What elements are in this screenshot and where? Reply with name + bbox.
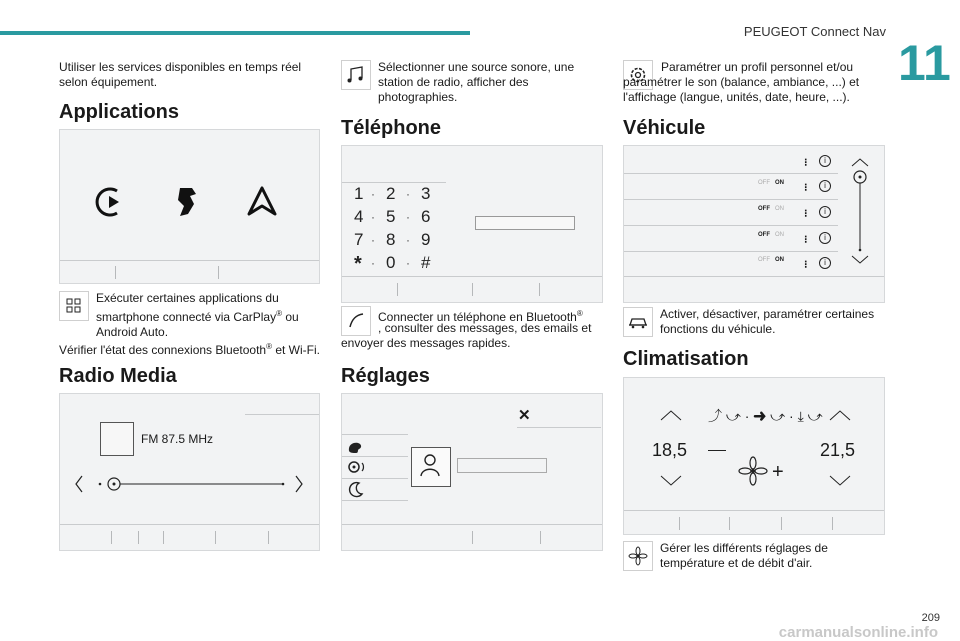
intro-text: Utiliser les services disponibles en temps réel selon équipement. <box>59 60 302 89</box>
toggle-row-1[interactable]: OFF ON <box>758 180 785 186</box>
key-9[interactable]: 9 <box>421 230 431 249</box>
climate-fan-icon <box>623 541 653 571</box>
radio-screen <box>59 393 320 551</box>
key-star[interactable]: * <box>354 253 362 275</box>
applications-desc-2: Vérifier l'état des connexions Bluetooth® et Wi-Fi. <box>59 342 320 357</box>
climatisation-heading: Climatisation <box>623 348 749 370</box>
dial-keypad[interactable]: 1 · 2 · 3 4 · 5 · 6 7 · 8 · 9 * · 0 · # <box>354 184 431 275</box>
key-2[interactable]: 2 <box>386 184 396 203</box>
profile-name-field[interactable] <box>457 458 547 473</box>
climate-screen <box>623 377 885 535</box>
applications-desc-1: Exécuter certaines applications du smartphone connecté via CarPlay® ou Android Auto. <box>96 291 299 339</box>
profile-avatar[interactable] <box>411 447 451 487</box>
temp-left-up-icon[interactable] <box>658 408 684 422</box>
key-8[interactable]: 8 <box>386 230 396 249</box>
key-5[interactable]: 5 <box>386 207 396 226</box>
info-icon[interactable]: i <box>819 206 831 218</box>
key-3[interactable]: 3 <box>421 184 431 203</box>
key-1[interactable]: 1 <box>354 184 364 203</box>
key-hash[interactable]: # <box>421 253 431 272</box>
station-cover <box>100 422 134 456</box>
radio-media-heading: Radio Media <box>59 365 177 387</box>
car-icon <box>623 307 653 337</box>
radio-frequency: FM 87.5 MHz <box>141 432 214 446</box>
palette-icon[interactable] <box>346 439 364 455</box>
phone-desc-2: , consulter des messages, des emails et envoyer des messages rapides. <box>341 321 592 350</box>
info-icon[interactable]: i <box>819 232 831 244</box>
fan-decrease-button[interactable] <box>708 450 726 451</box>
chapter-number: 11 <box>898 35 951 91</box>
radio-tuner-slider[interactable] <box>70 472 315 496</box>
toggle-row-3[interactable]: OFF ON <box>758 232 785 238</box>
key-7[interactable]: 7 <box>354 230 364 249</box>
vehicle-desc: Activer, désactiver, paramétrer certaines fonctions du véhicule. <box>660 307 875 336</box>
climate-desc: Gérer les différents réglages de température et de débit d'air. <box>660 541 828 570</box>
key-0[interactable]: 0 <box>386 253 396 272</box>
toggle-row-4[interactable]: OFF ON <box>758 257 785 263</box>
fan-icon <box>738 456 768 486</box>
sound-desc: Sélectionner une source sonore, une station de radio, afficher des photographies. <box>378 60 575 104</box>
number-entry-field[interactable] <box>475 216 575 230</box>
info-icon[interactable]: i <box>819 180 831 192</box>
settings-heading: Réglages <box>341 365 430 387</box>
phone-desc-1: Connecter un téléphone en Bluetooth® <box>378 309 583 324</box>
night-mode-icon[interactable] <box>347 480 365 498</box>
air-distribution-icons[interactable]: ⤴︎ ⤻ · ➜ ⤻ · ⤓ ⤻ <box>708 408 823 424</box>
applications-screen <box>59 129 320 284</box>
scrollbar[interactable] <box>846 156 874 268</box>
fan-increase-button[interactable]: + <box>772 461 784 483</box>
music-note-icon <box>341 60 371 90</box>
apps-grid-icon <box>59 291 89 321</box>
telephone-heading: Téléphone <box>341 117 442 139</box>
android-auto-icon <box>245 184 279 218</box>
key-6[interactable]: 6 <box>421 207 431 226</box>
peugeot-lion-icon <box>170 184 204 220</box>
page-number: 209 <box>921 612 940 624</box>
vehicle-heading: Véhicule <box>623 117 706 139</box>
profile-desc: Paramétrer un profil personnel et/ou paramétrer le son (balance, ambiance, ...) et l'affichage (langue, unités, date, heure, ...). <box>623 60 860 104</box>
temp-left: 18,5 <box>652 440 688 460</box>
toggle-row-2[interactable]: OFF ON <box>758 206 785 212</box>
header-accent-bar <box>0 31 470 35</box>
temp-left-down-icon[interactable] <box>658 474 684 488</box>
watermark: carmanualsonline.info <box>778 624 938 641</box>
vehicle-screen: ⁝ i OFF ON ⁝ i OFF ON ⁝ i OFF ON ⁝ i OFF ON ⁝ i <box>623 145 885 303</box>
info-icon[interactable]: i <box>819 257 831 269</box>
key-4[interactable]: 4 <box>354 207 364 226</box>
settings-screen <box>341 393 603 551</box>
applications-heading: Applications <box>59 101 180 123</box>
close-icon[interactable]: ✕ <box>518 407 531 424</box>
telephone-screen <box>341 145 603 303</box>
header-title: PEUGEOT Connect Nav <box>743 24 886 39</box>
info-icon[interactable]: i <box>819 155 831 167</box>
temp-right-up-icon[interactable] <box>827 408 853 422</box>
temp-right: 21,5 <box>820 440 856 460</box>
sound-settings-icon[interactable] <box>346 458 368 476</box>
carplay-icon <box>95 185 129 219</box>
temp-right-down-icon[interactable] <box>827 474 853 488</box>
